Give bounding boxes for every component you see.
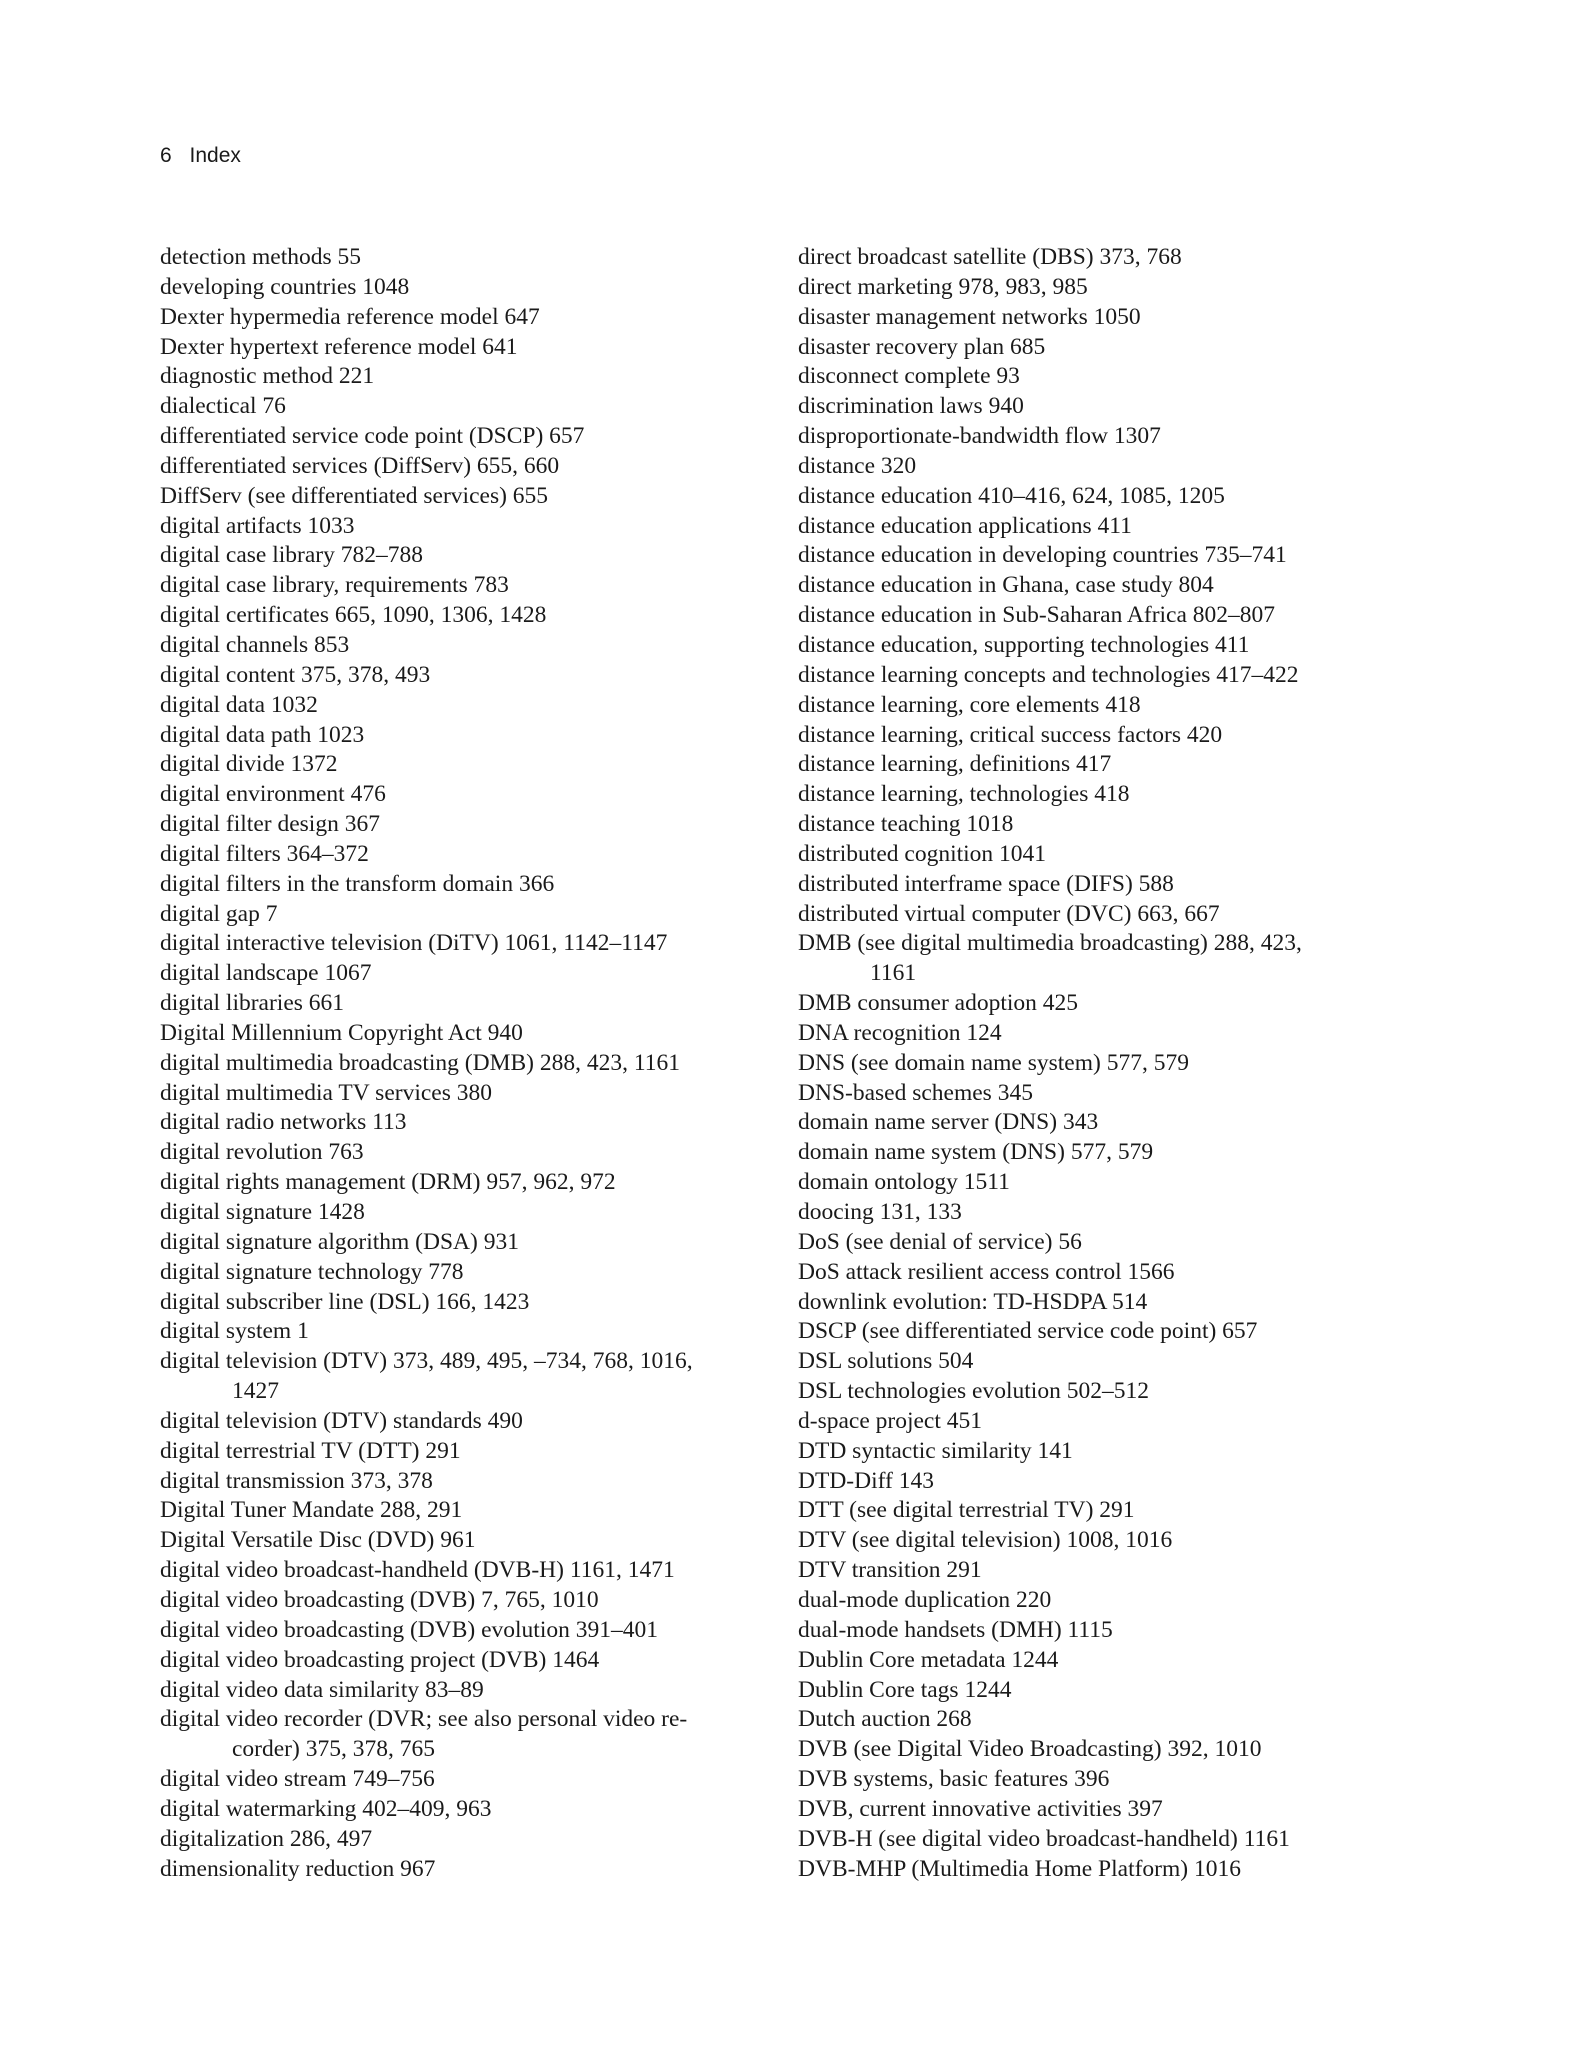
index-entry-text: digital radio networks 113: [160, 1109, 407, 1136]
index-entry: [160, 810, 760, 840]
index-entry-text: digital channels 853: [160, 631, 350, 658]
index-entry-text: DSL solutions 504: [798, 1348, 974, 1375]
index-entry: [160, 929, 760, 959]
index-entry: [798, 1765, 1398, 1795]
index-entry: [798, 1108, 1398, 1138]
index-entry-text: Dublin Core tags 1244: [798, 1676, 1012, 1703]
index-entry: [160, 1138, 760, 1168]
index-entry-text: direct marketing 978, 983, 985: [798, 273, 1088, 300]
index-entry-text: digital multimedia broadcasting (DMB) 288, 423, 1161: [160, 1049, 680, 1076]
index-entry-text: digital signature 1428: [160, 1199, 365, 1225]
index-entry: [798, 1526, 1398, 1556]
index-entry-text: digital data path 1023: [160, 721, 365, 748]
index-entry: [160, 1467, 760, 1497]
index-entry: [160, 840, 760, 870]
index-entry-text: DVB systems, basic features 396: [798, 1766, 1110, 1793]
index-entry: [160, 303, 760, 333]
index-entry-text: domain name server (DNS) 343: [798, 1109, 1099, 1136]
index-entry: [798, 1019, 1398, 1049]
index-entry: [160, 601, 760, 631]
index-entry-text: DVB-H (see digital video broadcast-handheld) 1161: [798, 1825, 1290, 1852]
index-entry: [160, 1019, 760, 1049]
index-entry: [798, 1646, 1398, 1676]
index-entry-text: DoS (see denial of service) 56: [798, 1228, 1082, 1255]
index-entry-text: digital landscape 1067: [160, 960, 372, 987]
index-entry-text: Dexter hypermedia reference model 647: [160, 303, 540, 330]
index-entry-text: digital filters in the transform domain 366: [160, 870, 555, 897]
index-entry-text: distance learning, technologies 418: [798, 781, 1130, 808]
index-entry-text: disproportionate-bandwidth flow 1307: [798, 423, 1161, 450]
index-entry: [160, 631, 760, 661]
index-entry: [160, 1646, 760, 1676]
index-entry-text: digital case library 782–788: [160, 542, 423, 569]
index-entry-text: distributed cognition 1041: [798, 840, 1047, 867]
index-entry-text: DTV transition 291: [798, 1557, 982, 1584]
index-entry-text: DMB (see digital multimedia broadcasting) 288, 423,: [798, 930, 1302, 957]
index-entry: [798, 1795, 1398, 1825]
index-entry: [798, 631, 1398, 661]
index-entry: [160, 1168, 760, 1198]
index-entry-text: digital divide 1372: [160, 751, 338, 778]
index-entry-text: digital certificates 665, 1090, 1306, 1428: [160, 602, 547, 629]
index-entry-text: distance education 410–416, 624, 1085, 1205: [798, 482, 1225, 509]
index-entry-text: digital television (DTV) 373, 489, 495, –734, 768, 1016,: [160, 1348, 693, 1375]
index-entry: [160, 900, 760, 930]
index-entry-text: disaster recovery plan 685: [798, 333, 1046, 360]
index-entry: [160, 541, 760, 571]
index-entry: [160, 1586, 760, 1616]
index-entry-text: domain ontology 1511: [798, 1169, 1010, 1196]
index-entry-text: DSL technologies evolution 502–512: [798, 1378, 1149, 1405]
index-entry: [160, 512, 760, 542]
index-entry: [798, 1377, 1398, 1407]
index-entry: [798, 1616, 1398, 1646]
index-entry: [160, 1228, 760, 1258]
index-entry: [160, 333, 760, 363]
index-entry-text: distance education applications 411: [798, 512, 1132, 539]
index-entry-text: differentiated service code point (DSCP) 657: [160, 423, 585, 450]
index-entry-text: distance learning concepts and technologies 417–422: [798, 661, 1299, 688]
index-entry: [160, 721, 760, 751]
index-entry: [798, 1556, 1398, 1586]
index-entry: [160, 1288, 760, 1318]
index-entry-text: digital video data similarity 83–89: [160, 1676, 484, 1703]
index-entry-text: DVB (see Digital Video Broadcasting) 392, 1010: [798, 1736, 1262, 1763]
index-entry: [160, 780, 760, 810]
index-entry-text: distance education, supporting technologies 411: [798, 631, 1250, 658]
index-entry-text: digital case library, requirements 783: [160, 572, 509, 599]
index-entry-text: digital gap 7: [160, 900, 278, 927]
index-column-left: [160, 243, 760, 1884]
index-entry: [160, 1855, 760, 1885]
index-entry-text: digital video recorder (DVR; see also personal video re-: [160, 1706, 688, 1733]
index-entry-text: discrimination laws 940: [798, 393, 1024, 420]
index-entry-text: digital signature algorithm (DSA) 931: [160, 1228, 519, 1255]
index-entry: [160, 1556, 760, 1586]
index-entry-text: digital terrestrial TV (DTT) 291: [160, 1437, 461, 1464]
index-entry-text: distance learning, core elements 418: [798, 691, 1141, 718]
index-entry-text: DTD syntactic similarity 141: [798, 1437, 1073, 1464]
index-entry: [160, 1198, 760, 1228]
index-entry: [798, 870, 1398, 900]
index-entry: [160, 1437, 760, 1467]
index-entry-text: digital rights management (DRM) 957, 962, 972: [160, 1169, 616, 1196]
index-entry: [798, 840, 1398, 870]
index-entry: [798, 303, 1398, 333]
index-entry-continuation: 1161: [870, 960, 917, 987]
index-entry: [798, 273, 1398, 303]
index-entry: [160, 392, 760, 422]
index-entry: [798, 1586, 1398, 1616]
index-entry: [160, 422, 760, 452]
index-entry: [798, 661, 1398, 691]
index-entry: [798, 1317, 1398, 1347]
index-entry: [160, 243, 760, 273]
index-column-right: [798, 243, 1398, 1884]
index-entry-text: developing countries 1048: [160, 273, 410, 300]
index-entry-text: digital multimedia TV services 380: [160, 1079, 492, 1106]
index-entry: [798, 721, 1398, 751]
index-entry: [160, 661, 760, 691]
index-entry-text: dual-mode handsets (DMH) 1115: [798, 1616, 1113, 1643]
index-entry: [798, 512, 1398, 542]
index-entry: [160, 362, 760, 392]
index-entry-text: DTV (see digital television) 1008, 1016: [798, 1527, 1173, 1554]
index-entry: [798, 1258, 1398, 1288]
index-entry: [160, 1079, 760, 1109]
index-entry-text: digitalization 286, 497: [160, 1825, 373, 1852]
index-entry: [798, 750, 1398, 780]
index-entry-text: dialectical 76: [160, 393, 286, 420]
index-entry: [798, 1138, 1398, 1168]
index-entry-text: DVB, current innovative activities 397: [798, 1795, 1163, 1822]
index-entry-text: DoS attack resilient access control 1566: [798, 1258, 1175, 1285]
index-entry-text: digital interactive television (DiTV) 1061, 1142–1147: [160, 930, 668, 957]
index-entry-text: Digital Millennium Copyright Act 940: [160, 1019, 523, 1046]
index-entry: [160, 1317, 760, 1347]
index-entry-text: Digital Tuner Mandate 288, 291: [160, 1497, 463, 1524]
index-entry-text: distributed interframe space (DIFS) 588: [798, 870, 1174, 897]
index-entry: [160, 1795, 760, 1825]
page-number: 6: [160, 144, 172, 167]
index-entry: [798, 1347, 1398, 1377]
index-entry-text: Dublin Core metadata 1244: [798, 1646, 1059, 1673]
index-entry: [798, 1288, 1398, 1318]
index-entry: [160, 452, 760, 482]
index-entry-text: DMB consumer adoption 425: [798, 990, 1079, 1017]
index-entry: [798, 691, 1398, 721]
index-entry: [798, 243, 1398, 273]
index-entry-text: dual-mode duplication 220: [798, 1586, 1052, 1613]
index-entry-text: distance teaching 1018: [798, 811, 1014, 838]
index-entry: [798, 1407, 1398, 1437]
index-entry-text: digital data 1032: [160, 691, 318, 718]
index-entry-text: domain name system (DNS) 577, 579: [798, 1139, 1154, 1166]
index-entry-text: digital artifacts 1033: [160, 512, 355, 539]
index-entry: [798, 1825, 1398, 1855]
index-entry: [160, 273, 760, 303]
index-entry: [160, 959, 760, 989]
index-entry-text: distance education in Sub-Saharan Africa 802–807: [798, 602, 1276, 629]
index-entry: [798, 1855, 1398, 1885]
index-entry-continuation: corder) 375, 378, 765: [232, 1736, 435, 1763]
section-title: Index: [189, 144, 241, 167]
index-entry: [798, 1049, 1398, 1079]
index-entry: [798, 601, 1398, 631]
index-entry: [798, 1198, 1398, 1228]
index-entry-text: downlink evolution: TD-HSDPA 514: [798, 1288, 1148, 1315]
index-entry: [798, 541, 1398, 571]
index-entry: [798, 422, 1398, 452]
index-entry-text: doocing 131, 133: [798, 1199, 962, 1225]
index-entry: [160, 1407, 760, 1437]
index-entry: [160, 1049, 760, 1079]
index-entry-text: digital video broadcasting project (DVB) 1464: [160, 1646, 600, 1673]
index-entry-text: digital transmission 373, 378: [160, 1467, 433, 1494]
index-entry: [160, 482, 760, 512]
index-entry-text: DTD-Diff 143: [798, 1467, 934, 1494]
index-entry-text: digital signature technology 778: [160, 1258, 464, 1285]
index-entry: [798, 1228, 1398, 1258]
index-entry: [798, 1168, 1398, 1198]
index-entry: [160, 989, 760, 1019]
index-entry-text: DNS (see domain name system) 577, 579: [798, 1049, 1189, 1076]
index-entry: [798, 392, 1398, 422]
index-entry-text: DSCP (see differentiated service code point) 657: [798, 1318, 1258, 1345]
index-entry-text: DNS-based schemes 345: [798, 1079, 1033, 1106]
index-entry: [798, 1496, 1398, 1526]
index-entry-text: disconnect complete 93: [798, 363, 1020, 390]
index-entry: [798, 571, 1398, 601]
index-entry: [798, 1735, 1398, 1765]
index-entry: [798, 362, 1398, 392]
index-entry-text: Dexter hypertext reference model 641: [160, 333, 518, 360]
index-entry: [160, 571, 760, 601]
index-entry: [798, 780, 1398, 810]
running-head: [160, 142, 241, 170]
index-entry-text: distance education in developing countries 735–741: [798, 542, 1287, 569]
index-entry: [160, 1108, 760, 1138]
index-entry: [798, 900, 1398, 930]
index-entry-text: distance 320: [798, 452, 917, 479]
index-entry-text: digital subscriber line (DSL) 166, 1423: [160, 1288, 530, 1315]
index-entry-text: diagnostic method 221: [160, 363, 375, 390]
index-entry-text: Dutch auction 268: [798, 1706, 972, 1733]
index-entry-text: digital video broadcasting (DVB) 7, 765, 1010: [160, 1586, 599, 1613]
index-entry: [798, 1079, 1398, 1109]
index-entry: [798, 810, 1398, 840]
index-entry-continuation: 1427: [232, 1378, 279, 1405]
index-entry-text: DTT (see digital terrestrial TV) 291: [798, 1497, 1135, 1524]
index-entry: [160, 750, 760, 780]
index-entry-text: DNA recognition 124: [798, 1019, 1002, 1046]
index-entry-text: disaster management networks 1050: [798, 303, 1141, 330]
index-entry: [160, 1496, 760, 1526]
index-entry-text: distributed virtual computer (DVC) 663, 667: [798, 900, 1220, 927]
index-entry-text: digital content 375, 378, 493: [160, 661, 431, 688]
index-entry-text: distance education in Ghana, case study 804: [798, 572, 1214, 599]
index-entry-text: distance learning, critical success factors 420: [798, 721, 1223, 748]
index-entry-text: digital filter design 367: [160, 811, 380, 838]
index-entry-text: digital watermarking 402–409, 963: [160, 1795, 492, 1822]
index-entry-text: dimensionality reduction 967: [160, 1855, 436, 1882]
index-entry: [798, 452, 1398, 482]
index-entry: [160, 1347, 760, 1407]
index-entry-text: direct broadcast satellite (DBS) 373, 768: [798, 244, 1182, 270]
index-entry-text: differentiated services (DiffServ) 655, 660: [160, 452, 560, 479]
index-entry-text: digital filters 364–372: [160, 840, 369, 867]
index-entry-text: digital television (DTV) standards 490: [160, 1407, 523, 1434]
index-entry: [798, 1467, 1398, 1497]
index-entry: [160, 1676, 760, 1706]
index-entry-text: DVB-MHP (Multimedia Home Platform) 1016: [798, 1855, 1241, 1882]
index-entry: [160, 1616, 760, 1646]
index-entry: [160, 1825, 760, 1855]
index-entry-text: digital video broadcast-handheld (DVB-H) 1161, 1471: [160, 1557, 675, 1584]
index-entry: [160, 1765, 760, 1795]
index-entry-text: digital system 1: [160, 1318, 309, 1345]
index-entry: [798, 1676, 1398, 1706]
index-entry-text: distance learning, definitions 417: [798, 751, 1112, 778]
index-entry-text: digital libraries 661: [160, 990, 345, 1017]
index-entry-text: DiffServ (see differentiated services) 655: [160, 482, 549, 509]
index-entry-text: digital environment 476: [160, 781, 386, 808]
index-entry-text: d-space project 451: [798, 1407, 983, 1434]
index-entry-text: Digital Versatile Disc (DVD) 961: [160, 1527, 476, 1554]
index-entry: [798, 929, 1398, 989]
index-entry: [160, 870, 760, 900]
index-entry-text: digital revolution 763: [160, 1139, 364, 1166]
index-entry: [160, 1526, 760, 1556]
index-entry: [798, 1705, 1398, 1735]
index-entry: [160, 1705, 760, 1765]
index-entry: [798, 1437, 1398, 1467]
index-entry: [798, 989, 1398, 1019]
index-entry: [160, 691, 760, 721]
index-entry: [798, 482, 1398, 512]
index-entry-text: detection methods 55: [160, 244, 362, 270]
index-entry: [160, 1258, 760, 1288]
index-entry: [798, 333, 1398, 363]
index-entry-text: digital video broadcasting (DVB) evolution 391–401: [160, 1616, 658, 1643]
index-entry-text: digital video stream 749–756: [160, 1766, 435, 1793]
